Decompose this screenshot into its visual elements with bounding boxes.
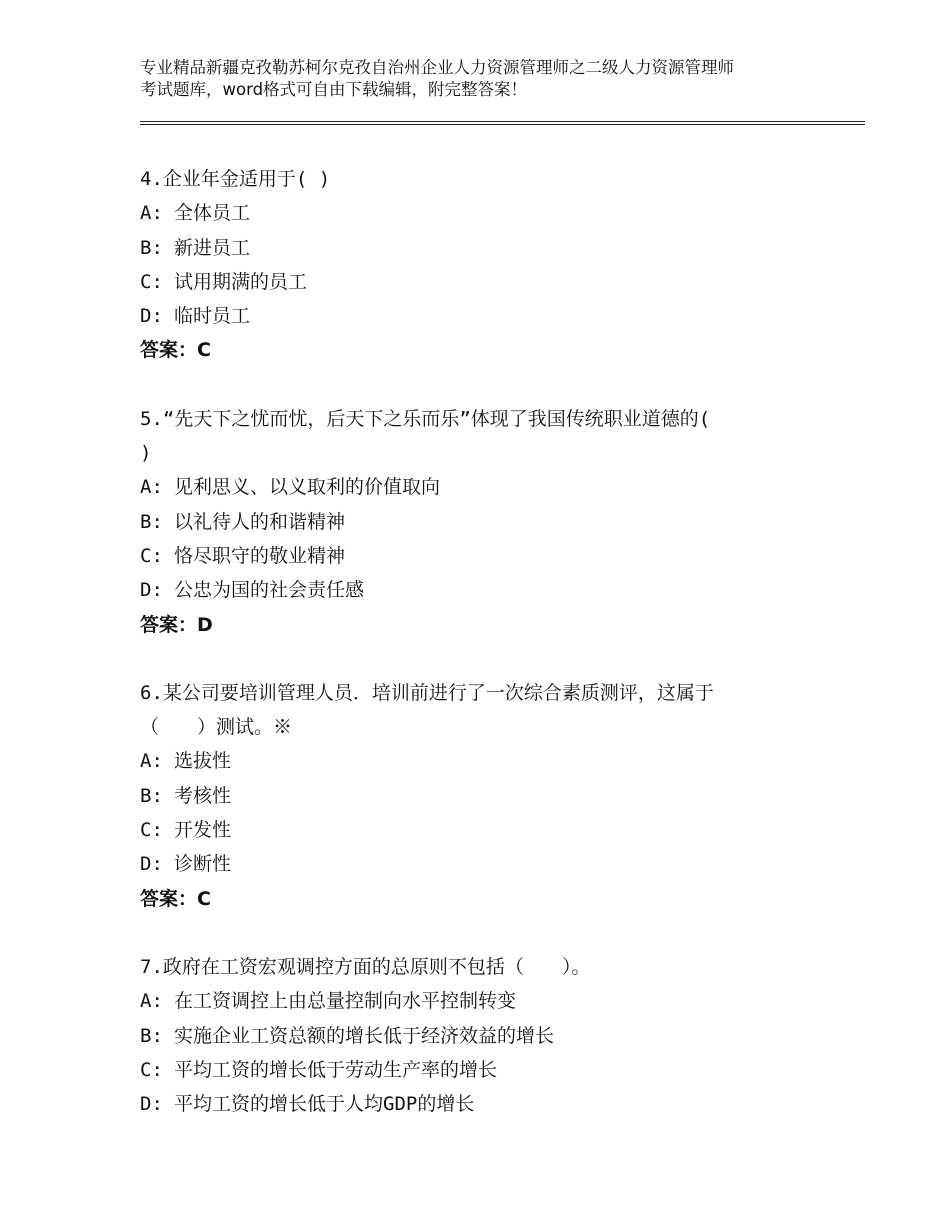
- document-header: [140, 57, 840, 101]
- option-c: [140, 1053, 840, 1087]
- option-d: [140, 847, 840, 881]
- option-letter: D:: [140, 1093, 163, 1116]
- option-text: 平均工资的增长低于劳动生产率的增长: [174, 1058, 498, 1081]
- option-text: 平均工资的增长低于人均GDP的增长: [174, 1093, 475, 1116]
- header-title-line-1: 专业精品新疆克孜勒苏柯尔克孜自治州企业人力资源管理师之二级人力资源管理师: [140, 58, 734, 77]
- question-stem-continued: （ ）测试。※: [140, 716, 293, 739]
- option-text: 新进员工: [174, 236, 251, 259]
- option-d: [140, 1087, 840, 1121]
- question-stem: 5.“先天下之忧而忧，后天下之乐而乐”体现了我国传统职业道德的(: [140, 407, 711, 430]
- question-stem: 4.企业年金适用于( ): [140, 168, 331, 190]
- option-a: [140, 744, 840, 778]
- question-5: [140, 402, 840, 642]
- option-letter: C:: [140, 1058, 163, 1081]
- option-letter: D:: [140, 579, 163, 602]
- question-4: [140, 162, 840, 368]
- option-letter: B:: [140, 510, 163, 533]
- option-b: [140, 779, 840, 813]
- option-b: [140, 231, 840, 265]
- answer-label: 答案：C: [140, 339, 211, 362]
- option-a: [140, 984, 840, 1018]
- option-d: [140, 573, 840, 607]
- option-letter: C:: [140, 270, 163, 293]
- option-text: 在工资调控上由总量控制向水平控制转变: [174, 990, 517, 1013]
- header-title-line-2: 考试题库，word格式可自由下载编辑，附完整答案！: [140, 80, 528, 99]
- option-text: 考核性: [174, 784, 232, 807]
- option-b: [140, 1019, 840, 1053]
- option-b: [140, 505, 840, 539]
- question-6: [140, 676, 840, 916]
- option-letter: B:: [140, 236, 163, 259]
- option-c: [140, 813, 840, 847]
- option-text: 临时员工: [174, 305, 251, 328]
- option-a: [140, 470, 840, 504]
- option-letter: B:: [140, 784, 163, 807]
- answer-label: 答案：C: [140, 887, 211, 910]
- option-letter: C:: [140, 819, 163, 842]
- option-letter: B:: [140, 1024, 163, 1047]
- option-letter: D:: [140, 853, 163, 876]
- question-list: [140, 162, 840, 1155]
- question-7: [140, 950, 840, 1121]
- option-text: 开发性: [174, 819, 232, 842]
- option-text: 恪尽职守的敬业精神: [174, 544, 346, 567]
- option-text: 以礼待人的和谐精神: [174, 510, 346, 533]
- option-text: 选拔性: [174, 750, 232, 773]
- option-c: [140, 265, 840, 299]
- header-divider-top: [140, 121, 865, 122]
- option-text: 见利思义、以义取利的价值取向: [174, 476, 441, 499]
- question-stem: 6.某公司要培训管理人员．培训前进行了一次综合素质测评，这属于: [140, 681, 714, 704]
- option-letter: D:: [140, 305, 163, 328]
- question-stem: 7.政府在工资宏观调控方面的总原则不包括（ ）。: [140, 955, 591, 978]
- option-text: 实施企业工资总额的增长低于经济效益的增长: [174, 1024, 555, 1047]
- question-stem-continued: ): [140, 442, 152, 465]
- option-text: 全体员工: [174, 202, 251, 225]
- option-letter: A:: [140, 476, 163, 499]
- answer-label: 答案：D: [140, 613, 213, 636]
- option-a: [140, 196, 840, 230]
- option-d: [140, 299, 840, 333]
- option-text: 公忠为国的社会责任感: [174, 579, 365, 602]
- option-letter: A:: [140, 990, 163, 1013]
- option-letter: C:: [140, 544, 163, 567]
- option-letter: A:: [140, 202, 163, 225]
- option-letter: A:: [140, 750, 163, 773]
- option-text: 诊断性: [174, 853, 232, 876]
- option-text: 试用期满的员工: [174, 270, 308, 293]
- option-c: [140, 539, 840, 573]
- header-divider-bottom: [140, 124, 865, 125]
